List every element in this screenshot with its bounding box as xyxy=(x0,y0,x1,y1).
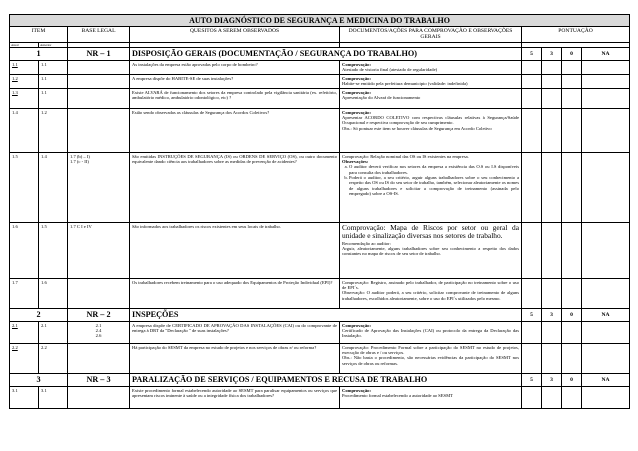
item-current: 1.4 xyxy=(10,108,39,152)
legal-basis: 1.7 (b) – I) 1.7 (c - II) xyxy=(68,152,130,222)
score-cell[interactable] xyxy=(542,60,562,74)
score-cell[interactable] xyxy=(522,343,542,373)
checklist-sheet xyxy=(9,14,629,409)
table-row xyxy=(10,88,630,108)
question-text: São emitidas INSTRUÇÕES DE SEGURANÇA (IS) ou ORDENS DE SERVIÇO (OS), ou outro documento equivalente dando ciência aos trabalhadores sobre as medidas de prevenção de acidentes? xyxy=(130,152,340,222)
legal-basis xyxy=(68,386,130,408)
question-text: A empresa dispõe do HABITE-SE de suas instalações? xyxy=(130,74,340,88)
table-row xyxy=(10,321,630,343)
score-cell[interactable] xyxy=(582,74,630,88)
document-text: Comprovação: Certificado de Aprovação das Instalações (CAI) ou protocolo da entrega da Declaração das Instalação. xyxy=(340,321,522,343)
score-3[interactable]: 3 xyxy=(542,47,562,60)
score-cell[interactable] xyxy=(542,152,562,222)
score-0[interactable]: 0 xyxy=(562,308,582,321)
score-na[interactable]: NA xyxy=(582,373,630,386)
document-text: Comprovação: Apresentar ACORDO COLETIVO com respectivas cláusulas relativas à Segurança/Saúde Ocupacional e respectiva comprovação de seu cumprimento. Obs.: Só pontuar este item se houver cláusulas de Segurança em Acordo Coletivo xyxy=(340,108,522,152)
section-header xyxy=(10,373,630,386)
section-number: 3 xyxy=(10,373,68,386)
subcol-previous: Anterior xyxy=(39,42,68,47)
score-cell[interactable] xyxy=(522,278,542,308)
table-row xyxy=(10,222,630,278)
score-cell[interactable] xyxy=(522,74,542,88)
item-current: 1.7 xyxy=(10,278,39,308)
score-cell[interactable] xyxy=(542,108,562,152)
question-text: A empresa dispõe de CERTIFICADO DE APROVAÇÃO DAS INSTALAÇÕES (CAI) ou do comprovante de entrega à DRT da "Declaração " de suas instalações? xyxy=(130,321,340,343)
document-text: Comprovação: Procedimento Formal sobre a participação do SESMT no estudo de projetos, execução de obras e / ou serviços. Obs.: Não basta o procedimento, são necessárias evidências da participação do SESMT nos serviços de obras ou reformas. xyxy=(340,343,522,373)
score-cell[interactable] xyxy=(542,321,562,343)
document-text: Comprovação: Procedimento formal estabelecendo a autoridade ao SESMT xyxy=(340,386,522,408)
question-text: Existe ALVARÁ de funcionamento dos setores da empresa controlado pela vigilância sanitária (ex. refeitório, ambulatório médico, ambulatório odontológico, etc) ? xyxy=(130,88,340,108)
observations-list: a. O auditor deverá verificar nos setores da empresa a existência das O.S ou I.S disponíveis para consulta dos trabalhadores. b. Poderá o auditor, a seu critério, arguir alguns trabalhadores sobre o seu conhecimento a respeito das OS ou IS do seu setor de trabalho, também, selecionar aleatoriamente os nomes de alguns trabalhadores e solicitar a comprovação de treinamento (assinada pelo empregado) sobre a OS-IS. xyxy=(342,164,519,196)
score-cell[interactable] xyxy=(582,278,630,308)
item-previous: 2.2 xyxy=(39,343,68,373)
score-cell[interactable] xyxy=(582,108,630,152)
document-text: Comprovação: Habite-se emitido pela prefeitura demunicipio (validade: indefinida) xyxy=(340,74,522,88)
legal-basis xyxy=(68,278,130,308)
question-text: Há participação do SESMT da empresa no estudo de projetos e nos serviços de obras e/ ou reforma? xyxy=(130,343,340,373)
legal-basis: 2.1 2.4 2.6 xyxy=(68,321,130,343)
score-cell[interactable] xyxy=(542,343,562,373)
score-cell[interactable] xyxy=(562,321,582,343)
item-current: 1.5 xyxy=(10,152,39,222)
score-5[interactable]: 5 xyxy=(522,373,542,386)
score-cell[interactable] xyxy=(542,222,562,278)
col-score-header: PONTUAÇÃO xyxy=(522,27,630,43)
item-previous: 1.1 xyxy=(39,60,68,74)
score-3[interactable]: 3 xyxy=(542,308,562,321)
score-cell[interactable] xyxy=(522,386,542,408)
table-row xyxy=(10,60,630,74)
score-cell[interactable] xyxy=(582,386,630,408)
score-3[interactable]: 3 xyxy=(542,373,562,386)
legal-basis xyxy=(68,343,130,373)
item-previous: 1.1 xyxy=(39,74,68,88)
subcol-current: Atual xyxy=(10,42,39,47)
table-row xyxy=(10,152,630,222)
score-cell[interactable] xyxy=(582,343,630,373)
legal-basis xyxy=(68,88,130,108)
score-cell[interactable] xyxy=(562,74,582,88)
score-cell[interactable] xyxy=(562,278,582,308)
score-cell[interactable] xyxy=(562,222,582,278)
item-previous: 3.1 xyxy=(39,386,68,408)
legal-basis: 1.7 C I e IV xyxy=(68,222,130,278)
score-cell[interactable] xyxy=(562,386,582,408)
score-cell[interactable] xyxy=(522,60,542,74)
legal-basis xyxy=(68,74,130,88)
section-nr: NR – 2 xyxy=(68,308,130,321)
document-text: Comprovação: Atestado de vistoria final (atestado de regularidade) xyxy=(340,60,522,74)
document-text: Comprovação: Mapa de Riscos por setor ou geral da unidade e sinalização diversas nos setores de trabalho. Recomendação ao auditor: Arguir, aleatoriamente, alguns trabalhadores sobre seu conhecimento a respeito dos dados constantes no mapa de riscos de seu setor de trabalho. xyxy=(340,222,522,278)
item-previous: 1.4 xyxy=(39,152,68,222)
score-cell[interactable] xyxy=(542,278,562,308)
score-na[interactable]: NA xyxy=(582,308,630,321)
table-row xyxy=(10,108,630,152)
item-previous: 1.6 xyxy=(39,278,68,308)
table-row xyxy=(10,343,630,373)
document-title: AUTO DIAGNÓSTICO DE SEGURANÇA E MEDICINA DO TRABALHO xyxy=(10,15,630,27)
item-previous: 1.1 xyxy=(39,88,68,108)
section-nr: NR – 1 xyxy=(68,47,130,60)
score-cell[interactable] xyxy=(562,88,582,108)
section-header xyxy=(10,47,630,60)
question-text: Estão sendo observadas as cláusulas de Segurança dos Acordos Coletivos? xyxy=(130,108,340,152)
col-legal-header: BASE LEGAL xyxy=(68,27,130,43)
table-row xyxy=(10,386,630,408)
score-na[interactable]: NA xyxy=(582,47,630,60)
table-row xyxy=(10,74,630,88)
score-cell[interactable] xyxy=(542,386,562,408)
item-current: 1.1 xyxy=(10,60,39,74)
document-text: Comprovação: Registro, assinado pelo trabalhador, de participação no treinamento sobre o uso de EPI´s. Observação: O auditor poderá, a seu critério, solicitar comprovante de treinamento de alguns trabalhadores, escolhidos aleatoriamente, sobre o uso do EPI´s utilizados pelo mesmo. xyxy=(340,278,522,308)
section-title: DISPOSIÇÃO GERAIS (DOCUMENTAÇÃO / SEGURANÇA DO TRABALHO) xyxy=(130,47,522,60)
score-cell[interactable] xyxy=(562,60,582,74)
section-title: PARALIZAÇÃO DE SERVIÇOS / EQUIPAMENTOS E RECUSA DE TRABALHO xyxy=(130,373,522,386)
item-current: 1.6 xyxy=(10,222,39,278)
item-current: 2.2 xyxy=(10,343,39,373)
document-text: Comprovação: Relação nominal das OS ou IS existentes na empresa. Observações: a. O auditor deverá verificar nos setores da empresa a existência das O.S ou I.S disponíveis para consulta dos trabalhadores. b. Poderá o auditor, a seu critério, arguir alguns trabalhadores sobre o seu conhecimento a respeito das OS ou IS do seu setor de trabalho, também, selecionar aleatoriamente os nomes de alguns trabalhadores e solicitar a comprovação de treinamento (assinada pelo empregado) sobre a OS-IS. xyxy=(340,152,522,222)
score-cell[interactable] xyxy=(562,152,582,222)
score-cell[interactable] xyxy=(582,222,630,278)
item-current: 2.1 xyxy=(10,321,39,343)
legal-basis xyxy=(68,108,130,152)
item-previous: 1.5 xyxy=(39,222,68,278)
score-cell[interactable] xyxy=(562,343,582,373)
score-5[interactable]: 5 xyxy=(522,308,542,321)
section-nr: NR – 3 xyxy=(68,373,130,386)
score-cell[interactable] xyxy=(582,321,630,343)
document-text: Comprovação: Apresentação do Alvará de funcionamento xyxy=(340,88,522,108)
score-0[interactable]: 0 xyxy=(562,373,582,386)
score-cell[interactable] xyxy=(542,74,562,88)
score-5[interactable]: 5 xyxy=(522,47,542,60)
score-cell[interactable] xyxy=(522,108,542,152)
question-text: Existe procedimento formal estabelecendo autoridade ao SESMT para paralisar equipamentos ou serviços que apresentam riscos iminente à saúde ou a integridade física dos trabalhadores? xyxy=(130,386,340,408)
col-questions-header: QUESITOS A SEREM OBSERVADOS xyxy=(130,27,340,43)
item-previous: 2.1 xyxy=(39,321,68,343)
item-current: 3.1 xyxy=(10,386,39,408)
score-cell[interactable] xyxy=(582,152,630,222)
score-0[interactable]: 0 xyxy=(562,47,582,60)
score-cell[interactable] xyxy=(582,60,630,74)
section-number: 2 xyxy=(10,308,68,321)
checklist-table xyxy=(9,14,630,409)
item-previous: 1.2 xyxy=(39,108,68,152)
legal-basis xyxy=(68,60,130,74)
section-title: INSPEÇÕES xyxy=(130,308,522,321)
section-header xyxy=(10,308,630,321)
section-number: 1 xyxy=(10,47,68,60)
question-text: As instalações da empresa estão aprovadas pelo corpo de bombeiro? xyxy=(130,60,340,74)
question-text: São informados aos trabalhadores os riscos existentes em seus locais de trabalho. xyxy=(130,222,340,278)
table-row xyxy=(10,278,630,308)
col-documents-header: DOCUMENTOS/AÇÕES PARA COMPROVAÇÃO E OBSERVAÇÕES GERAIS xyxy=(340,27,522,43)
score-cell[interactable] xyxy=(522,88,542,108)
score-cell[interactable] xyxy=(582,88,630,108)
question-text: Os trabalhadores recebem treinamento para o uso adequado dos Equipamentos de Proteção Individual (EPI)? xyxy=(130,278,340,308)
item-current: 1.3 xyxy=(10,88,39,108)
item-current: 1.2 xyxy=(10,74,39,88)
score-cell[interactable] xyxy=(562,108,582,152)
score-cell[interactable] xyxy=(522,321,542,343)
score-cell[interactable] xyxy=(522,222,542,278)
score-cell[interactable] xyxy=(542,88,562,108)
col-item-header: ITEM xyxy=(10,27,68,43)
score-cell[interactable] xyxy=(522,152,542,222)
